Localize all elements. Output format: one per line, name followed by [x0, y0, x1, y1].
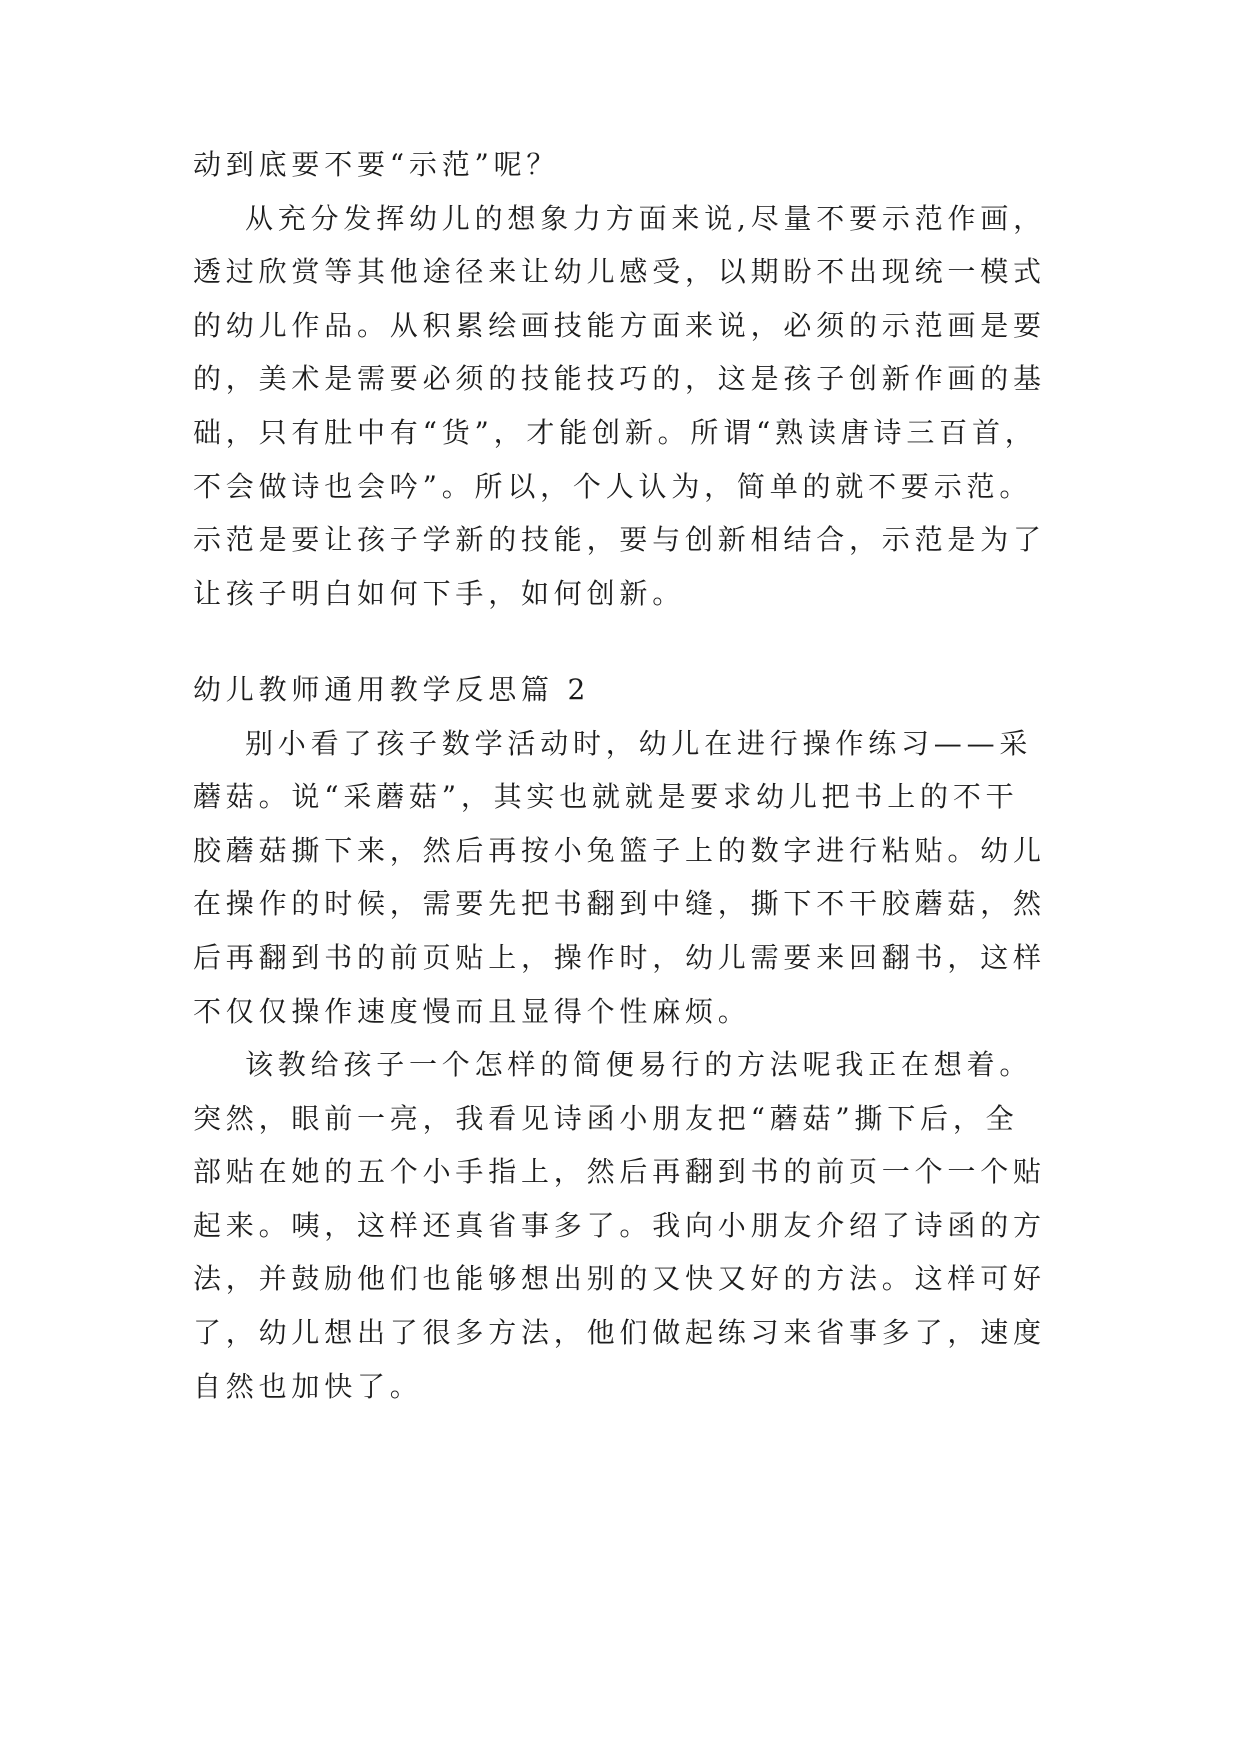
section-2	[193, 663, 1153, 1413]
text-line: 从充分发挥幼儿的想象力方面来说,尽量不要示范作画，	[245, 201, 1046, 235]
paragraph	[193, 192, 1153, 621]
document-body	[193, 138, 1153, 1413]
text-line: 别小看了孩子数学活动时，幼儿在进行操作练习——采	[245, 726, 1033, 760]
text-line: 起来。咦，这样还真省事多了。我向小朋友介绍了诗函的方	[193, 1208, 1046, 1242]
text-line: 的幼儿作品。从积累绘画技能方面来说，必须的示范画是要	[193, 308, 1046, 342]
text-line: 不会做诗也会吟”。所以，个人认为，简单的就不要示范。	[193, 469, 1033, 503]
text-line: 法，并鼓励他们也能够想出别的又快又好的方法。这样可好	[193, 1262, 1046, 1296]
text-line: 础，只有肚中有“货”，才能创新。所谓“熟读唐诗三百首，	[193, 415, 1038, 449]
text-line: 不仅仅操作速度慢而且显得个性麻烦。	[193, 994, 751, 1028]
text-line: 胶蘑菇撕下来，然后再按小兔篮子上的数字进行粘贴。幼儿	[193, 833, 1046, 867]
text-line: 自然也加快了。	[193, 1369, 423, 1403]
text-line: 蘑菇。说“采蘑菇”，其实也就就是要求幼儿把书上的不干	[193, 780, 1019, 814]
text-line: 的，美术是需要必须的技能技巧的，这是孩子创新作画的基	[193, 362, 1046, 396]
lead-line: 动到底要不要“示范”呢？	[193, 148, 560, 181]
text-line: 透过欣赏等其他途径来让幼儿感受，以期盼不出现统一模式	[193, 255, 1046, 289]
text-line: 部贴在她的五个小手指上，然后再翻到书的前页一个一个贴	[193, 1155, 1046, 1189]
text-line: 示范是要让孩子学新的技能，要与创新相结合，示范是为了	[193, 523, 1046, 557]
section-heading: 幼儿教师通用教学反思篇 2	[193, 672, 591, 706]
text-line: 了，幼儿想出了很多方法，他们做起练习来省事多了，速度	[193, 1316, 1046, 1350]
text-line: 在操作的时候，需要先把书翻到中缝，撕下不干胶蘑菇，然	[193, 887, 1046, 921]
text-line: 让孩子明白如何下手，如何创新。	[193, 576, 686, 610]
section-1	[193, 138, 1153, 620]
text-line: 突然，眼前一亮，我看见诗函小朋友把“蘑菇”撕下后，全	[193, 1101, 1019, 1135]
section-spacer	[193, 620, 1153, 663]
paragraph	[193, 1038, 1153, 1413]
paragraph	[193, 717, 1153, 1039]
text-line: 该教给孩子一个怎样的简便易行的方法呢我正在想着。	[245, 1048, 1033, 1082]
text-line: 后再翻到书的前页贴上，操作时，幼儿需要来回翻书，这样	[193, 940, 1046, 974]
